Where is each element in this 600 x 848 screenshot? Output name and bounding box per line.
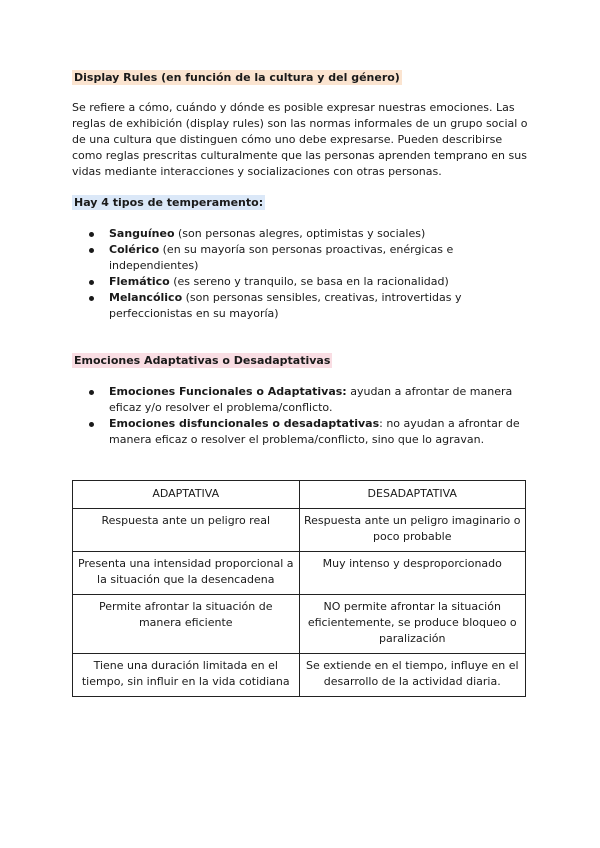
emotions-heading: Emociones Adaptativas o Desadaptativas — [74, 354, 331, 367]
list-item-desc: (son personas sensibles, creativas, introvertidas y perfeccionistas en su mayoría) — [109, 291, 462, 320]
table-cell: Permite afrontar la situación de manera eficiente — [73, 595, 300, 654]
table-cell: Respuesta ante un peligro real — [73, 509, 300, 552]
table-cell: Respuesta ante un peligro imaginario o poco probable — [299, 509, 526, 552]
list-item-term: Flemático — [109, 275, 170, 288]
table-cell: NO permite afrontar la situación eficientemente, se produce bloqueo o paralización — [299, 595, 526, 654]
table-cell: Se extiende en el tiempo, influye en el desarrollo de la actividad diaria. — [299, 654, 526, 697]
table-header-row — [73, 481, 526, 509]
list-item-desc: (son personas alegres, optimistas y sociales) — [174, 227, 426, 240]
list-item-term: Emociones Funcionales o Adaptativas: — [109, 385, 347, 398]
list-item — [109, 226, 528, 242]
table-row — [73, 552, 526, 595]
table-cell: Muy intenso y desproporcionado — [299, 552, 526, 595]
list-item-desc: (en su mayoría son personas proactivas, enérgicas e independientes) — [109, 243, 454, 272]
emotions-list — [72, 384, 528, 448]
display-rules-paragraph: Se refiere a cómo, cuándo y dónde es posible expresar nuestras emociones. Las reglas de exhibición (display rules) son las normas informales de un grupo social o de una cultura que distinguen cómo uno debe expresarse. Pueden describirse como reglas prescritas culturalmente que las personas aprenden temprano en sus vidas mediante interacciones y socializaciones con otras personas. — [72, 101, 528, 178]
temperament-heading: Hay 4 tipos de temperamento: — [74, 196, 264, 209]
display-rules-heading: Display Rules (en función de la cultura y del género) — [74, 71, 400, 84]
table-row — [73, 509, 526, 552]
list-item — [109, 290, 528, 322]
list-item — [109, 416, 528, 448]
list-item-term: Emociones disfuncionales o desadaptativas — [109, 417, 380, 430]
table-header-desadaptativa: DESADAPTATIVA — [299, 481, 526, 509]
list-item — [109, 384, 528, 416]
table-row — [73, 654, 526, 697]
list-item-term: Sanguíneo — [109, 227, 175, 240]
table-cell: Presenta una intensidad proporcional a la situación que la desencadena — [73, 552, 300, 595]
table-cell: Tiene una duración limitada en el tiempo, sin influir en la vida cotidiana — [73, 654, 300, 697]
list-item — [109, 242, 528, 274]
table-row — [73, 595, 526, 654]
document-page — [72, 70, 528, 697]
list-item-term: Melancólico — [109, 291, 183, 304]
list-item-term: Colérico — [109, 243, 160, 256]
table-header-adaptativa: ADAPTATIVA — [73, 481, 300, 509]
list-item-desc: ayudan a afrontar de manera eficaz y/o resolver el problema/conflicto. — [109, 385, 513, 414]
emotions-comparison-table — [72, 480, 526, 697]
temperament-list — [72, 226, 528, 322]
list-item-desc: (es sereno y tranquilo, se basa en la racionalidad) — [169, 275, 449, 288]
list-item — [109, 274, 528, 290]
list-item-desc: : no ayudan a afrontar de manera eficaz o resolver el problema/conflicto, sino que lo agravan. — [109, 417, 520, 446]
